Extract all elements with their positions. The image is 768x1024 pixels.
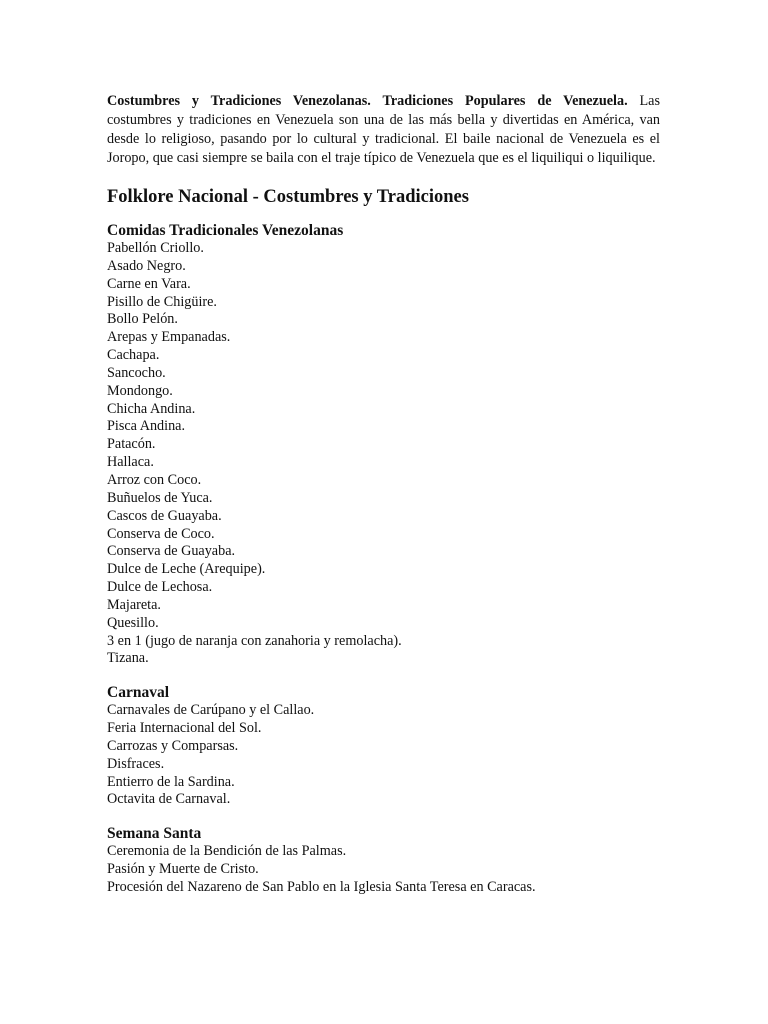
list-item: Asado Negro. <box>107 257 186 274</box>
list-item: Conserva de Guayaba. <box>107 543 236 560</box>
intro-paragraph <box>107 92 660 168</box>
document-content <box>107 92 660 897</box>
intro-text: Las costumbres y tradiciones en Venezuela son una de las más bella y divertidas en América, van desde lo religioso, pasando por lo cultural y tradicional. El baile nacional de Venezuela es el Joropo, que casi siempre se baila con el traje típico de Venezuela que es el liquiliqui o liquilique. <box>107 93 660 166</box>
section-carnaval <box>107 684 660 809</box>
list-item: Dulce de Leche (Arequipe). <box>107 561 266 578</box>
list-item: Octavita de Carnaval. <box>107 791 231 808</box>
list-item: Conserva de Coco. <box>107 525 215 542</box>
list-item: Buñuelos de Yuca. <box>107 489 213 506</box>
list-item: Pasión y Muerte de Cristo. <box>107 861 259 878</box>
section-title: Carnaval <box>107 684 169 702</box>
item-list <box>107 702 660 809</box>
list-item: Arepas y Empanadas. <box>107 329 231 346</box>
list-item: Carne en Vara. <box>107 275 191 292</box>
list-item: Disfraces. <box>107 755 165 772</box>
list-item: Pisillo de Chigüire. <box>107 293 217 310</box>
list-item: Majareta. <box>107 596 161 613</box>
list-item: Sancocho. <box>107 364 166 381</box>
list-item: Pisca Andina. <box>107 418 186 435</box>
section-title: Semana Santa <box>107 825 202 843</box>
list-item: Bollo Pelón. <box>107 311 178 328</box>
list-item: Dulce de Lechosa. <box>107 579 213 596</box>
section-title: Comidas Tradicionales Venezolanas <box>107 222 344 239</box>
list-item: Arroz con Coco. <box>107 471 202 488</box>
list-item: Pabellón Criollo. <box>107 240 204 256</box>
list-item: Ceremonia de la Bendición de las Palmas. <box>107 843 347 860</box>
list-item: 3 en 1 (jugo de naranja con zanahoria y remolacha). <box>107 632 402 649</box>
list-item: Quesillo. <box>107 614 159 631</box>
item-list <box>107 240 660 668</box>
list-item: Mondongo. <box>107 382 173 399</box>
list-item: Carnavales de Carúpano y el Callao. <box>107 702 315 719</box>
main-title: Folklore Nacional - Costumbres y Tradiciones <box>107 187 469 207</box>
list-item: Entierro de la Sardina. <box>107 773 235 790</box>
list-item: Cascos de Guayaba. <box>107 507 222 524</box>
list-item: Procesión del Nazareno de San Pablo en la Iglesia Santa Teresa en Caracas. <box>107 879 536 895</box>
section-semana-santa <box>107 825 660 897</box>
list-item: Feria Internacional del Sol. <box>107 720 262 737</box>
list-item: Tizana. <box>107 650 149 667</box>
section-comidas <box>107 222 660 668</box>
item-list <box>107 843 660 897</box>
intro-lead: Costumbres y Tradiciones Venezolanas. Tradiciones Populares de Venezuela. <box>107 93 628 109</box>
list-item: Patacón. <box>107 436 156 453</box>
list-item: Carrozas y Comparsas. <box>107 737 239 754</box>
list-item: Hallaca. <box>107 454 154 471</box>
list-item: Chicha Andina. <box>107 400 196 417</box>
list-item: Cachapa. <box>107 347 160 364</box>
